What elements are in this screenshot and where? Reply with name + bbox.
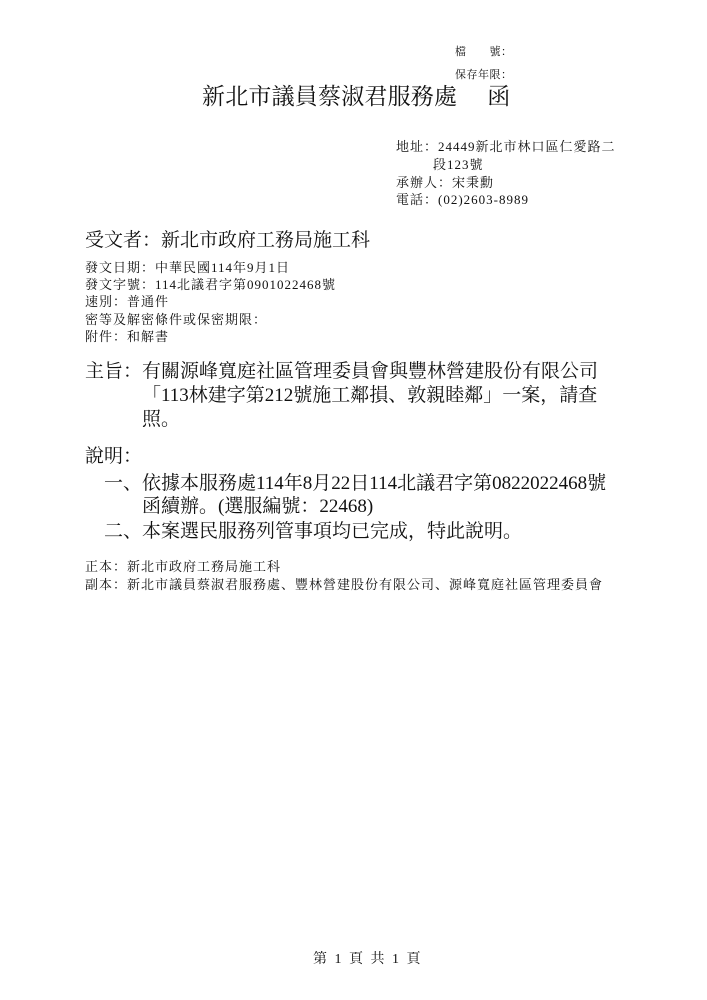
sender-phone-label: 電話： xyxy=(396,192,439,207)
sender-address-line: 24449新北市林口區仁愛路二 xyxy=(438,139,616,154)
subject-line: 「113林建字第212號施工鄰損、敦親睦鄰」一案，請查 xyxy=(142,385,598,406)
attachment xyxy=(85,329,169,345)
delivery-speed-value: 普通件 xyxy=(127,294,170,309)
original-recipient-label: 正本： xyxy=(85,559,128,574)
delivery-speed xyxy=(85,294,169,310)
recipient-label: 受文者： xyxy=(85,230,162,251)
subject xyxy=(85,362,598,382)
sender-phone xyxy=(396,192,529,208)
issue-number-value: 114北議君字第0901022468號 xyxy=(155,277,337,292)
subject-line: 有關源峰寬庭社區管理委員會與豐林營建股份有限公司 xyxy=(142,361,599,382)
sender-address xyxy=(396,139,616,155)
document-title xyxy=(202,84,510,110)
issue-number xyxy=(85,277,336,293)
original-recipient xyxy=(85,559,281,575)
issue-date-label: 發文日期： xyxy=(85,260,156,275)
issue-number-label: 發文字號： xyxy=(85,277,156,292)
sender-address-line: 段123號 xyxy=(433,157,484,172)
delivery-speed-label: 速別： xyxy=(85,294,128,309)
sender-handler-value: 宋秉勳 xyxy=(452,175,495,190)
attachment-value: 和解書 xyxy=(127,329,170,344)
subject-label: 主旨： xyxy=(85,361,143,382)
document-type: 函 xyxy=(487,84,511,109)
page-number: 第 1 頁 共 1 頁 xyxy=(313,952,423,967)
copy-recipients xyxy=(85,577,603,593)
sender-address-label: 地址： xyxy=(396,139,439,154)
copy-recipients-value: 新北市議員蔡淑君服務處、豐林營建股份有限公司、源峰寬庭社區管理委員會 xyxy=(127,577,604,592)
sender-handler-label: 承辦人： xyxy=(396,175,453,190)
sender-handler xyxy=(396,175,494,191)
issue-date xyxy=(85,260,290,276)
issue-date-value: 中華民國114年9月1日 xyxy=(155,260,291,275)
explanation-item-number: 二、 xyxy=(104,521,143,542)
subject-line: 照。 xyxy=(142,409,181,430)
recipient-value: 新北市政府工務局施工科 xyxy=(161,230,371,251)
original-recipient-value: 新北市政府工務局施工科 xyxy=(127,559,282,574)
copy-recipients-label: 副本： xyxy=(85,577,128,592)
explanation-item xyxy=(104,522,522,542)
retention-period-label: 保存年限： xyxy=(455,69,513,81)
explanation-item xyxy=(104,474,606,494)
explanation-item-line: 本案選民服務列管事項均已完成，特此說明。 xyxy=(142,521,523,542)
explanation-label: 說明： xyxy=(85,446,143,467)
explanation-item-line: 函續辦。(選服編號：22468) xyxy=(142,496,374,517)
attachment-label: 附件： xyxy=(85,329,128,344)
explanation-item-number: 一、 xyxy=(104,473,143,494)
file-number-label: 檔 號： xyxy=(455,46,513,58)
recipient xyxy=(85,231,370,251)
explanation-item-line: 依據本服務處114年8月22日114北議君字第0822022468號 xyxy=(142,473,607,494)
sender-phone-value: (02)2603-8989 xyxy=(438,192,530,207)
secrecy-level-label: 密等及解密條件或保密期限： xyxy=(85,312,268,327)
secrecy-level xyxy=(85,312,267,328)
issuing-office-name: 新北市議員蔡淑君服務處 xyxy=(202,84,458,109)
